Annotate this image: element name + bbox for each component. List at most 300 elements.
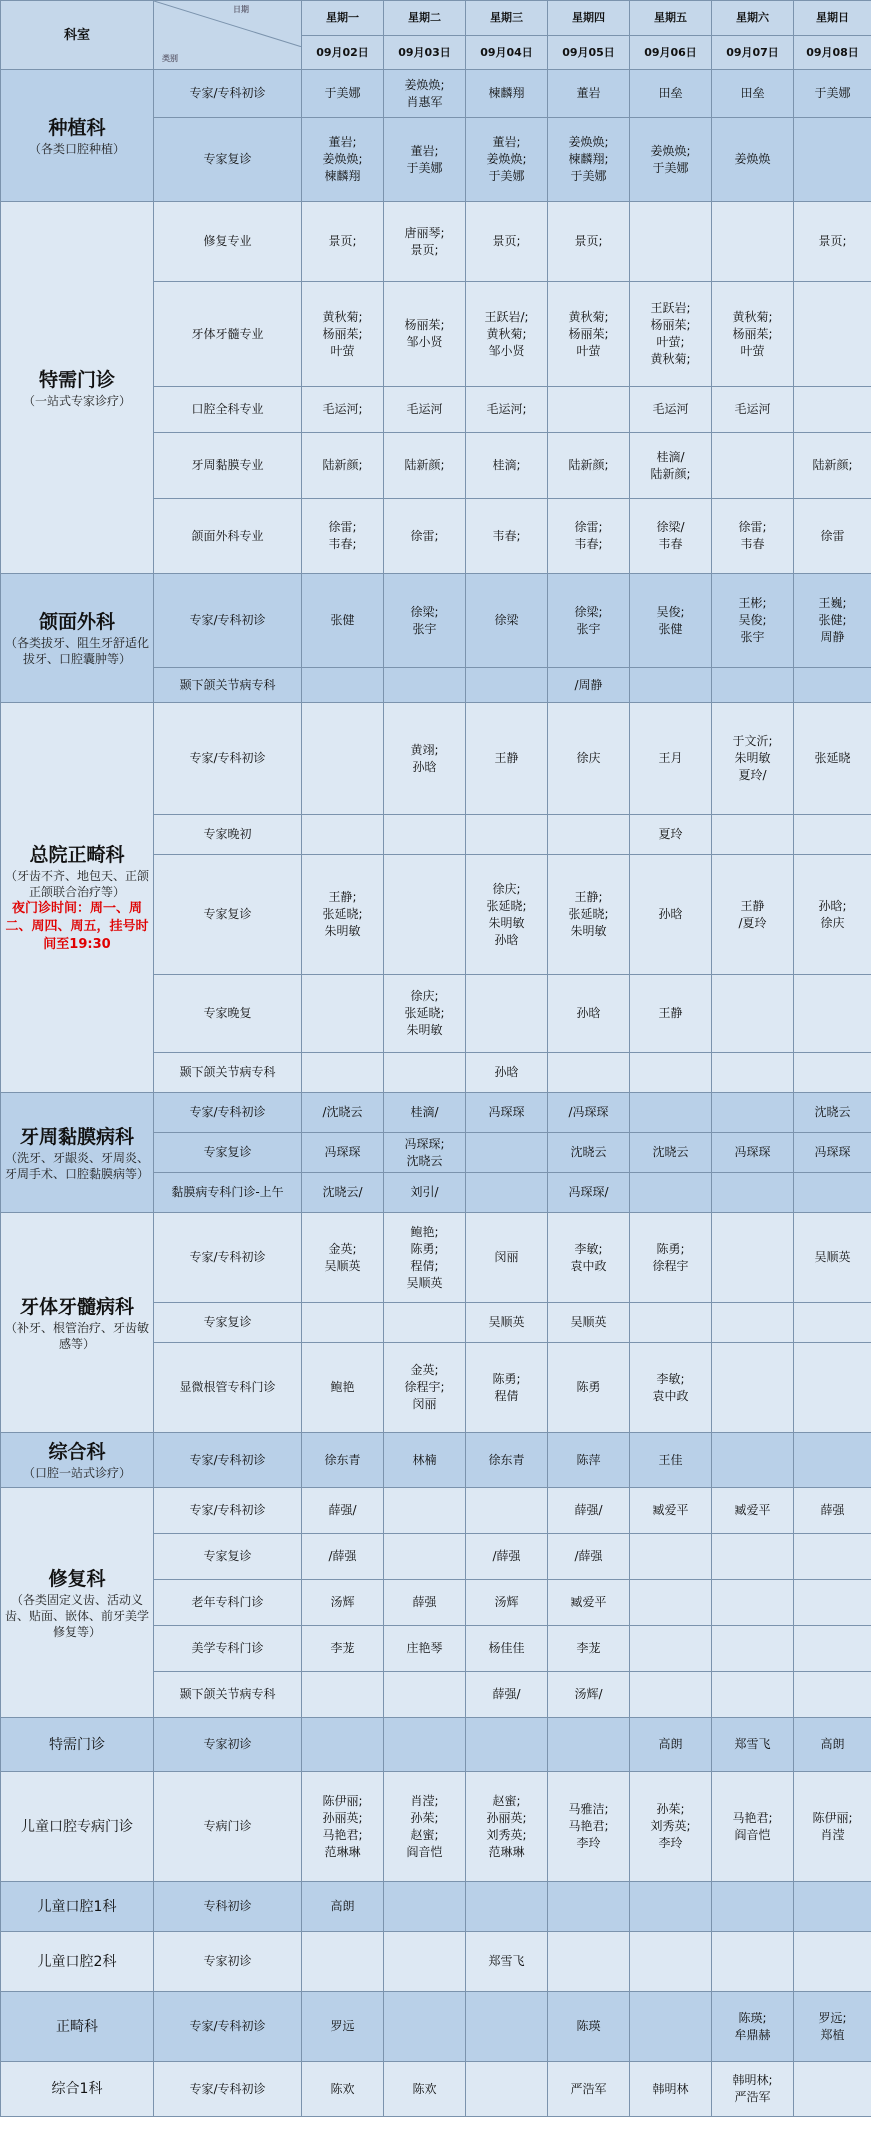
doctor-schedule-cell: 黄秋菊; 杨丽茱; 叶萤 [712, 282, 794, 387]
doctor-schedule-cell: 罗远; 郑植 [794, 1992, 871, 2062]
corner-header [154, 1, 302, 70]
doctor-schedule-cell [794, 815, 871, 855]
doctor-schedule-cell [794, 1580, 871, 1626]
doctor-schedule-cell [712, 1626, 794, 1672]
doctor-schedule-cell [384, 1488, 466, 1534]
department-description: （各类拔牙、阻生牙舒适化拔牙、口腔囊肿等） [4, 636, 149, 666]
doctor-schedule-cell [466, 1488, 548, 1534]
doctor-schedule-cell [794, 975, 871, 1053]
clinic-type-cell: 牙周黏膜专业 [154, 433, 302, 499]
doctor-schedule-cell: 杨丽茱; 邹小贤 [384, 282, 466, 387]
doctor-schedule-cell [548, 1882, 630, 1932]
department-cell [1, 1718, 154, 1772]
doctor-schedule-cell: 李敏; 袁中政 [630, 1343, 712, 1433]
doctor-schedule-cell [466, 2062, 548, 2117]
table-row [1, 703, 871, 815]
doctor-schedule-cell: 徐雷; [384, 499, 466, 574]
clinic-type-cell: 黏膜病专科门诊-上午 [154, 1173, 302, 1213]
doctor-schedule-cell: 沈晓云 [630, 1133, 712, 1173]
doctor-schedule-cell [548, 1932, 630, 1992]
department-description: （补牙、根管治疗、牙齿敏感等） [4, 1320, 149, 1351]
department-name: 儿童口腔2科 [37, 1953, 117, 1970]
date-header: 09月06日 [630, 35, 712, 70]
doctor-schedule-cell: 董岩; 于美娜 [384, 118, 466, 202]
doctor-schedule-cell [712, 1882, 794, 1932]
doctor-schedule-cell: 毛运河 [384, 387, 466, 433]
doctor-schedule-cell: 孙茱; 刘秀英; 李玲 [630, 1772, 712, 1882]
doctor-schedule-cell: 姜焕焕; 肖惠军 [384, 70, 466, 118]
doctor-schedule-cell: 徐庆 [548, 703, 630, 815]
department-cell [1, 1772, 154, 1882]
clinic-type-cell: 专家复诊 [154, 118, 302, 202]
doctor-schedule-cell: /周静 [548, 668, 630, 703]
department-name: 特需门诊 [38, 368, 115, 391]
clinic-type-cell: 专家复诊 [154, 1303, 302, 1343]
doctor-schedule-cell: 吴顺英 [794, 1213, 871, 1303]
doctor-schedule-cell: 徐梁; 张宇 [384, 574, 466, 668]
department-description: （一站式专家诊疗） [22, 393, 131, 408]
doctor-schedule-cell: 楝麟翔 [466, 70, 548, 118]
doctor-schedule-cell [794, 1932, 871, 1992]
doctor-schedule-cell [466, 1992, 548, 2062]
table-row [1, 1882, 871, 1932]
department-description: （口腔一站式诊疗） [22, 1466, 131, 1480]
department-description: （洗牙、牙龈炎、牙周炎、牙周手术、口腔黏膜病等） [4, 1150, 149, 1181]
doctor-schedule-cell [384, 1534, 466, 1580]
doctor-schedule-cell [302, 668, 384, 703]
doctor-schedule-cell [466, 815, 548, 855]
doctor-schedule-cell: 桂滴/ 陆新颜; [630, 433, 712, 499]
doctor-schedule-cell [384, 815, 466, 855]
doctor-schedule-cell: /冯琛琛 [548, 1093, 630, 1133]
doctor-schedule-cell [630, 1992, 712, 2062]
doctor-schedule-cell: 陆新颜; [794, 433, 871, 499]
doctor-schedule-cell: 陆新颜; [302, 433, 384, 499]
table-row [1, 70, 871, 118]
doctor-schedule-cell [548, 1053, 630, 1093]
doctor-schedule-cell [384, 1303, 466, 1343]
doctor-schedule-cell: 闵丽 [466, 1213, 548, 1303]
doctor-schedule-cell: 王静; 张延晓; 朱明敏 [302, 855, 384, 975]
doctor-schedule-cell [384, 1992, 466, 2062]
doctor-schedule-cell: 臧爱平 [712, 1488, 794, 1534]
doctor-schedule-cell [548, 815, 630, 855]
doctor-schedule-cell [630, 1303, 712, 1343]
clinic-type-cell: 专家复诊 [154, 855, 302, 975]
doctor-schedule-cell: 陈欢 [384, 2062, 466, 2117]
doctor-schedule-cell [466, 1173, 548, 1213]
doctor-schedule-cell: 冯琛琛 [712, 1133, 794, 1173]
table-row [1, 1772, 871, 1882]
doctor-schedule-cell: 陈瑛; 牟鼎赫 [712, 1992, 794, 2062]
doctor-schedule-cell [302, 815, 384, 855]
doctor-schedule-cell [712, 1303, 794, 1343]
corner-date-label: 日期 [233, 5, 249, 14]
doctor-schedule-cell: /薛强 [548, 1534, 630, 1580]
doctor-schedule-cell [630, 202, 712, 282]
doctor-schedule-cell: 金英; 吴顺英 [302, 1213, 384, 1303]
doctor-schedule-cell [302, 1672, 384, 1718]
doctor-schedule-cell: 王彬; 吴俊; 张宇 [712, 574, 794, 668]
doctor-schedule-cell: 罗远 [302, 1992, 384, 2062]
doctor-schedule-cell: 姜焕焕; 楝麟翔; 于美娜 [548, 118, 630, 202]
clinic-type-cell: 颞下颌关节病专科 [154, 1672, 302, 1718]
doctor-schedule-cell: 冯琛琛; 沈晓云 [384, 1133, 466, 1173]
doctor-schedule-cell: 毛运河 [712, 387, 794, 433]
doctor-schedule-cell: 吴顺英 [548, 1303, 630, 1343]
doctor-schedule-cell: 陈萍 [548, 1433, 630, 1488]
department-name: 儿童口腔1科 [37, 1898, 117, 1915]
date-header: 09月05日 [548, 35, 630, 70]
doctor-schedule-cell: 徐雷; 韦春; [548, 499, 630, 574]
doctor-schedule-cell: 孙晗 [466, 1053, 548, 1093]
department-name: 种植科 [48, 116, 106, 139]
doctor-schedule-cell [712, 433, 794, 499]
doctor-schedule-cell [712, 202, 794, 282]
department-name: 总院正畸科 [29, 843, 125, 866]
doctor-schedule-cell: 王静; 张延晓; 朱明敏 [548, 855, 630, 975]
doctor-schedule-cell: 汤辉 [302, 1580, 384, 1626]
doctor-schedule-cell [794, 1626, 871, 1672]
corner-diagonal-line [154, 1, 302, 47]
doctor-schedule-cell: 黄秋菊; 杨丽茱; 叶萤 [548, 282, 630, 387]
doctor-schedule-cell: 冯琛琛 [794, 1133, 871, 1173]
date-header: 09月08日 [794, 35, 871, 70]
department-name: 颌面外科 [38, 611, 115, 633]
date-header: 09月04日 [466, 35, 548, 70]
doctor-schedule-cell: 姜焕焕; 于美娜 [630, 118, 712, 202]
doctor-schedule-cell [630, 1626, 712, 1672]
doctor-schedule-cell [712, 1173, 794, 1213]
weekday-header: 星期三 [466, 1, 548, 36]
department-description: （各类固定义齿、活动义齿、贴面、嵌体、前牙美学修复等） [4, 1592, 149, 1639]
doctor-schedule-cell [712, 1534, 794, 1580]
doctor-schedule-cell: 张延晓 [794, 703, 871, 815]
doctor-schedule-cell [630, 1173, 712, 1213]
doctor-schedule-cell [794, 2062, 871, 2117]
doctor-schedule-cell [384, 855, 466, 975]
doctor-schedule-cell: 徐雷; 韦春 [712, 499, 794, 574]
doctor-schedule-cell: 于文沂; 朱明敏 夏玲/ [712, 703, 794, 815]
department-name: 牙体牙髓病科 [19, 1295, 134, 1318]
clinic-type-cell: 牙体牙髓专业 [154, 282, 302, 387]
weekday-header: 星期二 [384, 1, 466, 36]
doctor-schedule-cell [384, 1718, 466, 1772]
doctor-schedule-cell: 徐梁/ 韦春 [630, 499, 712, 574]
night-clinic-note: 夜门诊时间：周一、周二、周四、周五，挂号时间至19:30 [5, 900, 149, 952]
clinic-type-cell: 专家复诊 [154, 1534, 302, 1580]
clinic-type-cell: 口腔全科专业 [154, 387, 302, 433]
doctor-schedule-cell: 姜焕焕 [712, 118, 794, 202]
clinic-type-cell: 专家/专科初诊 [154, 1992, 302, 2062]
doctor-schedule-cell: 薛强/ [548, 1488, 630, 1534]
clinic-type-cell: 专家/专科初诊 [154, 703, 302, 815]
doctor-schedule-cell [302, 1053, 384, 1093]
doctor-schedule-cell: 庄艳琴 [384, 1626, 466, 1672]
doctor-schedule-cell: 臧爱平 [630, 1488, 712, 1534]
table-row [1, 1433, 871, 1488]
doctor-schedule-cell: 郑雪飞 [466, 1932, 548, 1992]
doctor-schedule-cell: 肖滢; 孙茱; 赵蜜; 阎音恺 [384, 1772, 466, 1882]
clinic-type-cell: 专病门诊 [154, 1772, 302, 1882]
doctor-schedule-cell [466, 975, 548, 1053]
doctor-schedule-cell [384, 1053, 466, 1093]
doctor-schedule-cell: 于美娜 [302, 70, 384, 118]
table-row [1, 1932, 871, 1992]
department-cell [1, 1433, 154, 1488]
doctor-schedule-cell [794, 1173, 871, 1213]
table-row [1, 574, 871, 668]
department-name: 儿童口腔专病门诊 [21, 1818, 133, 1835]
doctor-schedule-cell: 汤辉 [466, 1580, 548, 1626]
doctor-schedule-cell: 薛强/ [302, 1488, 384, 1534]
department-cell [1, 2062, 154, 2117]
doctor-schedule-cell [630, 1534, 712, 1580]
weekday-header: 星期四 [548, 1, 630, 36]
doctor-schedule-cell: 景页; [302, 202, 384, 282]
doctor-schedule-cell: 冯琛琛 [466, 1093, 548, 1133]
department-cell [1, 1488, 154, 1718]
clinic-type-cell: 美学专科门诊 [154, 1626, 302, 1672]
doctor-schedule-cell [302, 703, 384, 815]
doctor-schedule-cell: 高朗 [794, 1718, 871, 1772]
doctor-schedule-cell: /薛强 [466, 1534, 548, 1580]
doctor-schedule-cell: 冯琛琛 [302, 1133, 384, 1173]
doctor-schedule-cell [794, 1343, 871, 1433]
doctor-schedule-cell: 王月 [630, 703, 712, 815]
doctor-schedule-cell: 张健 [302, 574, 384, 668]
doctor-schedule-cell [630, 1580, 712, 1626]
doctor-schedule-cell [466, 1133, 548, 1173]
doctor-schedule-cell: 孙晗 [548, 975, 630, 1053]
doctor-schedule-cell [466, 1718, 548, 1772]
doctor-schedule-cell: 金英; 徐程宇; 闵丽 [384, 1343, 466, 1433]
doctor-schedule-cell: 李茏 [302, 1626, 384, 1672]
table-row [1, 1488, 871, 1534]
dept-column-header: 科室 [1, 1, 154, 70]
doctor-schedule-cell: 薛强/ [466, 1672, 548, 1718]
clinic-type-cell: 专家/专科初诊 [154, 574, 302, 668]
doctor-schedule-cell: 毛运河; [302, 387, 384, 433]
department-cell [1, 1093, 154, 1213]
doctor-schedule-cell: 韦春; [466, 499, 548, 574]
clinic-type-cell: 专家初诊 [154, 1932, 302, 1992]
doctor-schedule-cell: 吴俊; 张健 [630, 574, 712, 668]
doctor-schedule-cell: 汤辉/ [548, 1672, 630, 1718]
clinic-type-cell: 专家复诊 [154, 1133, 302, 1173]
doctor-schedule-cell [630, 1053, 712, 1093]
doctor-schedule-cell [712, 1213, 794, 1303]
doctor-schedule-cell: 王巍; 张健; 周静 [794, 574, 871, 668]
department-name: 修复科 [48, 1567, 106, 1590]
doctor-schedule-cell [384, 1882, 466, 1932]
doctor-schedule-cell [712, 1672, 794, 1718]
clinic-type-cell: 专家晚初 [154, 815, 302, 855]
doctor-schedule-cell: 毛运河; [466, 387, 548, 433]
schedule-body [1, 70, 871, 2117]
doctor-schedule-cell: 刘引/ [384, 1173, 466, 1213]
doctor-schedule-cell: 林楠 [384, 1433, 466, 1488]
doctor-schedule-cell [712, 1093, 794, 1133]
clinic-type-cell: 专家晚复 [154, 975, 302, 1053]
clinic-type-cell: 修复专业 [154, 202, 302, 282]
department-cell [1, 703, 154, 1093]
doctor-schedule-cell: 王佳 [630, 1433, 712, 1488]
doctor-schedule-cell: 李茏 [548, 1626, 630, 1672]
doctor-schedule-cell: 臧爱平 [548, 1580, 630, 1626]
doctor-schedule-cell: 董岩; 姜焕焕; 楝麟翔 [302, 118, 384, 202]
clinic-type-cell: 颞下颌关节病专科 [154, 668, 302, 703]
table-row [1, 1213, 871, 1303]
doctor-schedule-cell: 景页; [466, 202, 548, 282]
doctor-schedule-cell [630, 1932, 712, 1992]
doctor-schedule-cell [548, 1718, 630, 1772]
clinic-type-cell: 专家/专科初诊 [154, 1213, 302, 1303]
department-description: （牙齿不齐、地包天、正颌正颌联合治疗等） [4, 868, 149, 899]
doctor-schedule-cell [794, 1534, 871, 1580]
doctor-schedule-cell: 王静 /夏玲 [712, 855, 794, 975]
corner-type-label: 类别 [162, 54, 178, 63]
doctor-schedule-cell [794, 668, 871, 703]
doctor-schedule-cell: 黄秋菊; 杨丽茱; 叶萤 [302, 282, 384, 387]
clinic-type-cell: 专家/专科初诊 [154, 1488, 302, 1534]
doctor-schedule-cell: 徐东青 [466, 1433, 548, 1488]
doctor-schedule-cell [466, 1882, 548, 1932]
doctor-schedule-cell: 王跃岩/; 黄秋菊; 邹小贤 [466, 282, 548, 387]
doctor-schedule-cell: 李敏; 袁中政 [548, 1213, 630, 1303]
table-row [1, 202, 871, 282]
doctor-schedule-cell [794, 1433, 871, 1488]
department-cell [1, 1932, 154, 1992]
doctor-schedule-cell: /沈晓云 [302, 1093, 384, 1133]
doctor-schedule-cell [794, 1672, 871, 1718]
doctor-schedule-cell: 严浩军 [548, 2062, 630, 2117]
date-header: 09月03日 [384, 35, 466, 70]
doctor-schedule-cell: 徐庆; 张延晓; 朱明敏 孙晗 [466, 855, 548, 975]
doctor-schedule-cell [712, 815, 794, 855]
doctor-schedule-cell [712, 1343, 794, 1433]
doctor-schedule-cell: 陈勇 [548, 1343, 630, 1433]
doctor-schedule-cell [712, 1580, 794, 1626]
doctor-schedule-cell: 王静 [630, 975, 712, 1053]
doctor-schedule-cell [794, 1303, 871, 1343]
doctor-schedule-cell: 徐庆; 张延晓; 朱明敏 [384, 975, 466, 1053]
doctor-schedule-cell: 赵蜜; 孙丽英; 刘秀英; 范琳琳 [466, 1772, 548, 1882]
doctor-schedule-cell [384, 1672, 466, 1718]
clinic-type-cell: 专家/专科初诊 [154, 1093, 302, 1133]
doctor-schedule-cell: 马雅洁; 马艳君; 李玲 [548, 1772, 630, 1882]
doctor-schedule-cell [548, 387, 630, 433]
clinic-type-cell: 专家/专科初诊 [154, 1433, 302, 1488]
doctor-schedule-cell: /薛强 [302, 1534, 384, 1580]
doctor-schedule-cell [712, 1932, 794, 1992]
doctor-schedule-cell: 王跃岩; 杨丽茱; 叶萤; 黄秋菊; [630, 282, 712, 387]
department-name: 正畸科 [56, 2018, 98, 2035]
weekday-header: 星期一 [302, 1, 384, 36]
department-cell [1, 202, 154, 574]
doctor-schedule-cell: 薛强 [384, 1580, 466, 1626]
doctor-schedule-cell [794, 282, 871, 387]
doctor-schedule-cell [630, 668, 712, 703]
clinic-type-cell: 老年专科门诊 [154, 1580, 302, 1626]
doctor-schedule-cell: 马艳君; 阎音恺 [712, 1772, 794, 1882]
department-cell [1, 574, 154, 703]
doctor-schedule-cell: 唐丽琴; 景页; [384, 202, 466, 282]
clinic-type-cell: 专家/专科初诊 [154, 70, 302, 118]
doctor-schedule-cell: 桂滴; [466, 433, 548, 499]
doctor-schedule-cell: 徐雷 [794, 499, 871, 574]
doctor-schedule-cell: 高朗 [630, 1718, 712, 1772]
doctor-schedule-cell [712, 1053, 794, 1093]
doctor-schedule-cell [794, 118, 871, 202]
doctor-schedule-cell [630, 1882, 712, 1932]
doctor-schedule-cell: 黄翊; 孙晗 [384, 703, 466, 815]
clinic-type-cell: 颌面外科专业 [154, 499, 302, 574]
doctor-schedule-cell [384, 1932, 466, 1992]
doctor-schedule-cell: 薛强 [794, 1488, 871, 1534]
doctor-schedule-cell: 桂滴/ [384, 1093, 466, 1133]
doctor-schedule-cell: 徐梁; 张宇 [548, 574, 630, 668]
doctor-schedule-cell: 郑雪飞 [712, 1718, 794, 1772]
doctor-schedule-cell: 徐梁 [466, 574, 548, 668]
department-name: 牙周黏膜病科 [19, 1125, 134, 1148]
doctor-schedule-cell [712, 1433, 794, 1488]
doctor-schedule-cell: 董岩; 姜焕焕; 于美娜 [466, 118, 548, 202]
doctor-schedule-cell [794, 1882, 871, 1932]
doctor-schedule-cell: 徐东青 [302, 1433, 384, 1488]
doctor-schedule-cell: 毛运河 [630, 387, 712, 433]
table-row [1, 2062, 871, 2117]
doctor-schedule-cell: 陈瑛 [548, 1992, 630, 2062]
doctor-schedule-cell: 陈勇; 程倩 [466, 1343, 548, 1433]
department-name: 特需门诊 [49, 1736, 105, 1753]
doctor-schedule-cell: 沈晓云 [794, 1093, 871, 1133]
department-name: 综合科 [48, 1441, 106, 1463]
department-cell [1, 1213, 154, 1433]
doctor-schedule-cell: 孙晗 [630, 855, 712, 975]
doctor-schedule-cell: 田垒 [712, 70, 794, 118]
doctor-schedule-cell: 于美娜 [794, 70, 871, 118]
doctor-schedule-cell [630, 1093, 712, 1133]
doctor-schedule-cell: 韩明林 [630, 2062, 712, 2117]
doctor-schedule-cell: 韩明林; 严浩军 [712, 2062, 794, 2117]
doctor-schedule-cell: 沈晓云 [548, 1133, 630, 1173]
department-description: （各类口腔种植） [28, 141, 125, 156]
clinic-type-cell: 专家初诊 [154, 1718, 302, 1772]
doctor-schedule-cell [384, 668, 466, 703]
clinic-type-cell: 专家/专科初诊 [154, 2062, 302, 2117]
doctor-schedule-cell: 陈伊丽; 肖滢 [794, 1772, 871, 1882]
table-row [1, 1093, 871, 1133]
doctor-schedule-cell: 陈欢 [302, 2062, 384, 2117]
doctor-schedule-cell: 徐雷; 韦春; [302, 499, 384, 574]
department-cell [1, 1882, 154, 1932]
clinic-type-cell: 颞下颌关节病专科 [154, 1053, 302, 1093]
doctor-schedule-cell: 沈晓云/ [302, 1173, 384, 1213]
doctor-schedule-cell: 吴顺英 [466, 1303, 548, 1343]
date-header: 09月07日 [712, 35, 794, 70]
doctor-schedule-cell: 王静 [466, 703, 548, 815]
doctor-schedule-cell [302, 1932, 384, 1992]
doctor-schedule-cell: 董岩 [548, 70, 630, 118]
doctor-schedule-cell [466, 668, 548, 703]
doctor-schedule-cell: 陆新颜; [384, 433, 466, 499]
date-header: 09月02日 [302, 35, 384, 70]
doctor-schedule-cell [794, 1053, 871, 1093]
doctor-schedule-cell: 景页; [794, 202, 871, 282]
doctor-schedule-cell [302, 975, 384, 1053]
doctor-schedule-cell: 陈勇; 徐程宇 [630, 1213, 712, 1303]
